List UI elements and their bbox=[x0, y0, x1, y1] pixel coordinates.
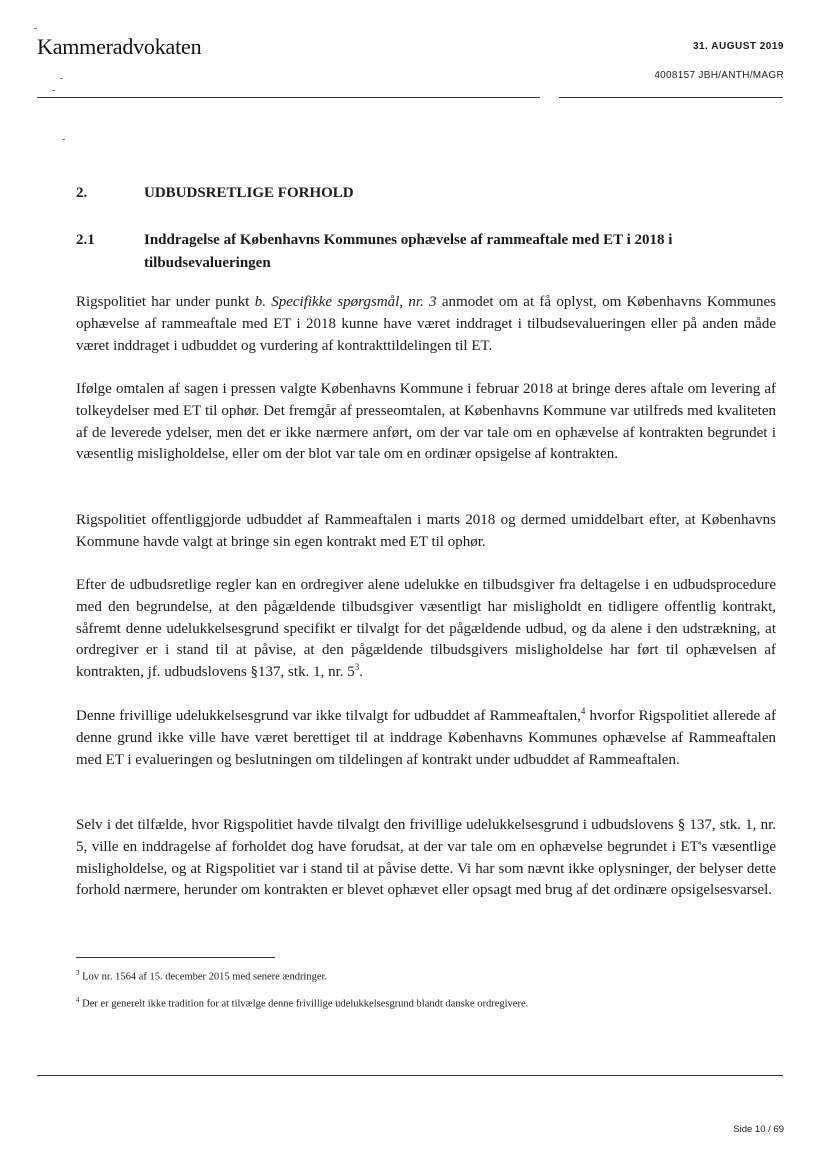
paragraph-1-text-cont: anmodet om at få oplyst, om Københavns Kommunes ophævelse af rammeaftale med ET i 2018 kunne have været inddraget i tilbudsevalueringen eller på anden måde været inddraget i udbuddet og vurdering af kontrakttildelingen til ET. bbox=[76, 294, 776, 354]
scan-speck bbox=[34, 28, 37, 29]
section-heading bbox=[76, 185, 776, 202]
page-number: Side 10 / 69 bbox=[733, 1124, 784, 1135]
header-rule-right bbox=[559, 97, 783, 98]
footnote-3 bbox=[76, 966, 776, 985]
subsection-title: Inddragelse af Københavns Kommunes ophævelse af rammeaftale med ET i 2018 i tilbudsevalueringen bbox=[144, 232, 673, 271]
footnote-mark: 3 bbox=[76, 969, 80, 977]
section-number: 2. bbox=[76, 185, 88, 201]
footnote-4 bbox=[76, 993, 776, 1012]
paragraph-5-text-cont: hvorfor Rigspolitiet allerede af denne grund ikke ville have været berettiget til at inddrage Københavns Kommunes ophævelse af Rammeaftalen med ET i evalueringen og beslutningen om tildelingen af kontrakt under udbuddet af Rammeaftalen. bbox=[76, 708, 776, 768]
paragraph-5-text: Denne frivillige udelukkelsesgrund var ikke tilvalgt for udbuddet af Rammeaftalen, bbox=[76, 708, 581, 724]
header-rule-left bbox=[37, 97, 540, 98]
subsection-number: 2.1 bbox=[76, 232, 95, 248]
paragraph-5 bbox=[76, 706, 776, 771]
document-reference: 4008157 JBH/ANTH/MAGR bbox=[654, 70, 784, 81]
scan-speck bbox=[52, 90, 55, 91]
scan-speck bbox=[60, 78, 63, 79]
footer-rule bbox=[37, 1075, 783, 1076]
document-date: 31. AUGUST 2019 bbox=[692, 41, 784, 52]
paragraph-1 bbox=[76, 292, 776, 357]
paragraph-1-text: Rigspolitiet har under punkt bbox=[76, 294, 255, 310]
paragraph-4-text: Efter de udbudsretlige regler kan en ordregiver alene udelukke en tilbudsgiver fra deltagelse i en udbudsprocedure med den begrundelse, at den pågældende tilbudsgiver væsentligt har misligholdt en tidligere offentlig kontrakt, såfremt denne udelukkelsesgrund specifikt er tilvalgt for det pågældende udbud, og da alene i den udstrækning, at ordregiver er i stand til at påvise, at den pågældende tilbudsgivers misligholdelse har ført til ophævelsen af kontrakten, jf. udbudslovens §137, stk. 1, nr. 5 bbox=[76, 577, 776, 681]
paragraph-1-reference: b. Specifikke spørgsmål, nr. 3 bbox=[254, 294, 437, 310]
scan-speck bbox=[62, 139, 65, 140]
footnote-ref-3[interactable]: 3 bbox=[354, 662, 360, 673]
paragraph-4-end: . bbox=[359, 664, 363, 681]
footnote-rule bbox=[76, 957, 275, 958]
footnote-text: Der er generelt ikke tradition for at tilvælge denne frivillige udelukkelsesgrund blandt danske ordregivere. bbox=[79, 998, 529, 1010]
logo: Kammeradvokaten bbox=[37, 34, 202, 59]
footnote-mark: 4 bbox=[76, 996, 80, 1004]
footnote-ref-4[interactable]: 4 bbox=[580, 706, 586, 716]
paragraph-6: Selv i det tilfælde, hvor Rigspolitiet havde tilvalgt den frivillige udelukkelsesgrund i udbudslovens § 137, stk. 1, nr. 5, ville en inddragelse af forholdet dog have forudsat, at der var tale om en ophævelse begrundet i ET's væsentlige misligholdelse, og at Rigspolitiet var i stand til at påvise dette. Vi har som nævnt ikke oplysninger, der belyser dette forhold nærmere, herunder om kontrakten er blevet ophævet eller opsagt med brug af det ordinære opsigelsesvarsel. bbox=[76, 817, 776, 899]
paragraph-3: Rigspolitiet offentliggjorde udbuddet af Rammeaftalen i marts 2018 og dermed umiddelbart efter, at Københavns Kommune havde valgt at bringe sin egen kontrakt med ET til ophør. bbox=[76, 512, 776, 550]
section-title: UDBUDSRETLIGE FORHOLD bbox=[144, 185, 354, 201]
footnote-text: Lov nr. 1564 af 15. december 2015 med senere ændringer. bbox=[79, 971, 328, 983]
paragraph-2: Ifølge omtalen af sagen i pressen valgte Københavns Kommune i februar 2018 at bringe deres aftale om levering af tolkeydelser med ET til ophør. Det fremgår af presseomtalen, at Københavns Kommune var utilfreds med kvaliteten af de leverede ydelser, men det er ikke nærmere anført, om der var tale om en ophævelse af kontrakten begrundet i væsentlig misligholdelse, eller om der blot var tale om en ordinær opsigelse af kontrakten. bbox=[76, 381, 776, 463]
paragraph-4 bbox=[76, 575, 776, 684]
subsection-heading bbox=[76, 229, 776, 275]
